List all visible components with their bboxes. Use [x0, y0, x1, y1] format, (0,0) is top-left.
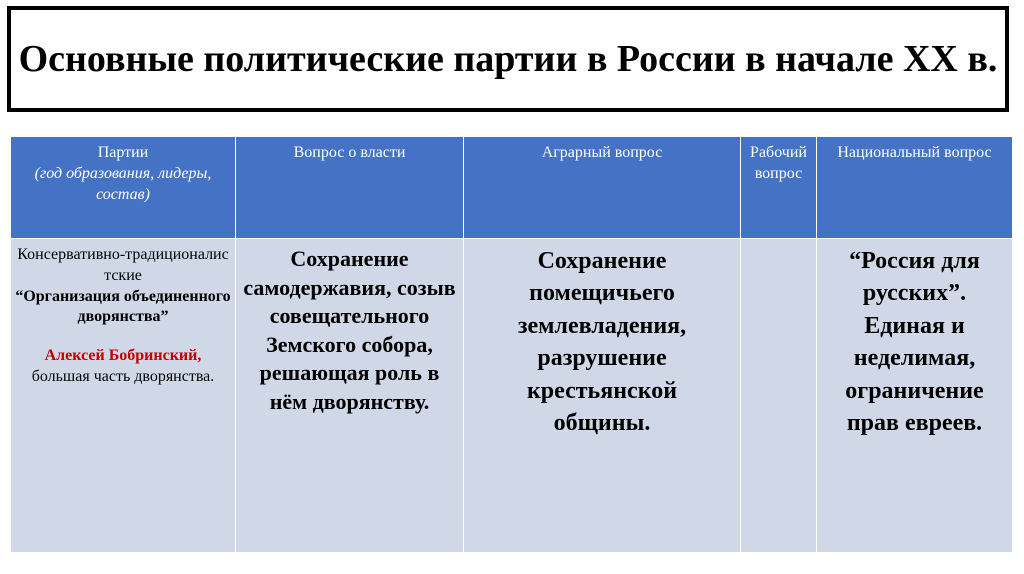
page-title: Основные политические партии в России в начале XX в. [18, 37, 998, 80]
party-leader: Алексей Бобринский, [44, 347, 202, 365]
cell-national: “Россия для русских”. Единая и неделимая, ограничение прав евреев. [817, 239, 1013, 553]
party-name: “Организация объединенного дворянства” [15, 287, 231, 326]
party-members: большая часть дворянства. [31, 367, 215, 385]
cell-labor [741, 239, 817, 553]
party-type: Консервативно-традиционалистские [17, 246, 229, 284]
parties-table [10, 136, 1013, 553]
title-box [7, 6, 1009, 112]
header-parties [11, 137, 236, 239]
header-parties-sub: (год образования, лидеры, состав) [34, 164, 212, 203]
header-agrarian: Аграрный вопрос [464, 137, 741, 239]
header-labor: Рабочий вопрос [741, 137, 817, 239]
cell-agrarian: Сохранение помещичьего землевладения, разрушение крестьянской общины. [464, 239, 741, 553]
cell-power: Сохранение самодержавия, созыв совещательного Земского собора, решающая роль в нём дворянству. [236, 239, 464, 553]
cell-party [11, 239, 236, 553]
header-power: Вопрос о власти [236, 137, 464, 239]
table-row [11, 239, 1013, 553]
header-parties-label: Партии [97, 144, 149, 161]
header-national: Национальный вопрос [817, 137, 1013, 239]
table-header-row [11, 137, 1013, 239]
